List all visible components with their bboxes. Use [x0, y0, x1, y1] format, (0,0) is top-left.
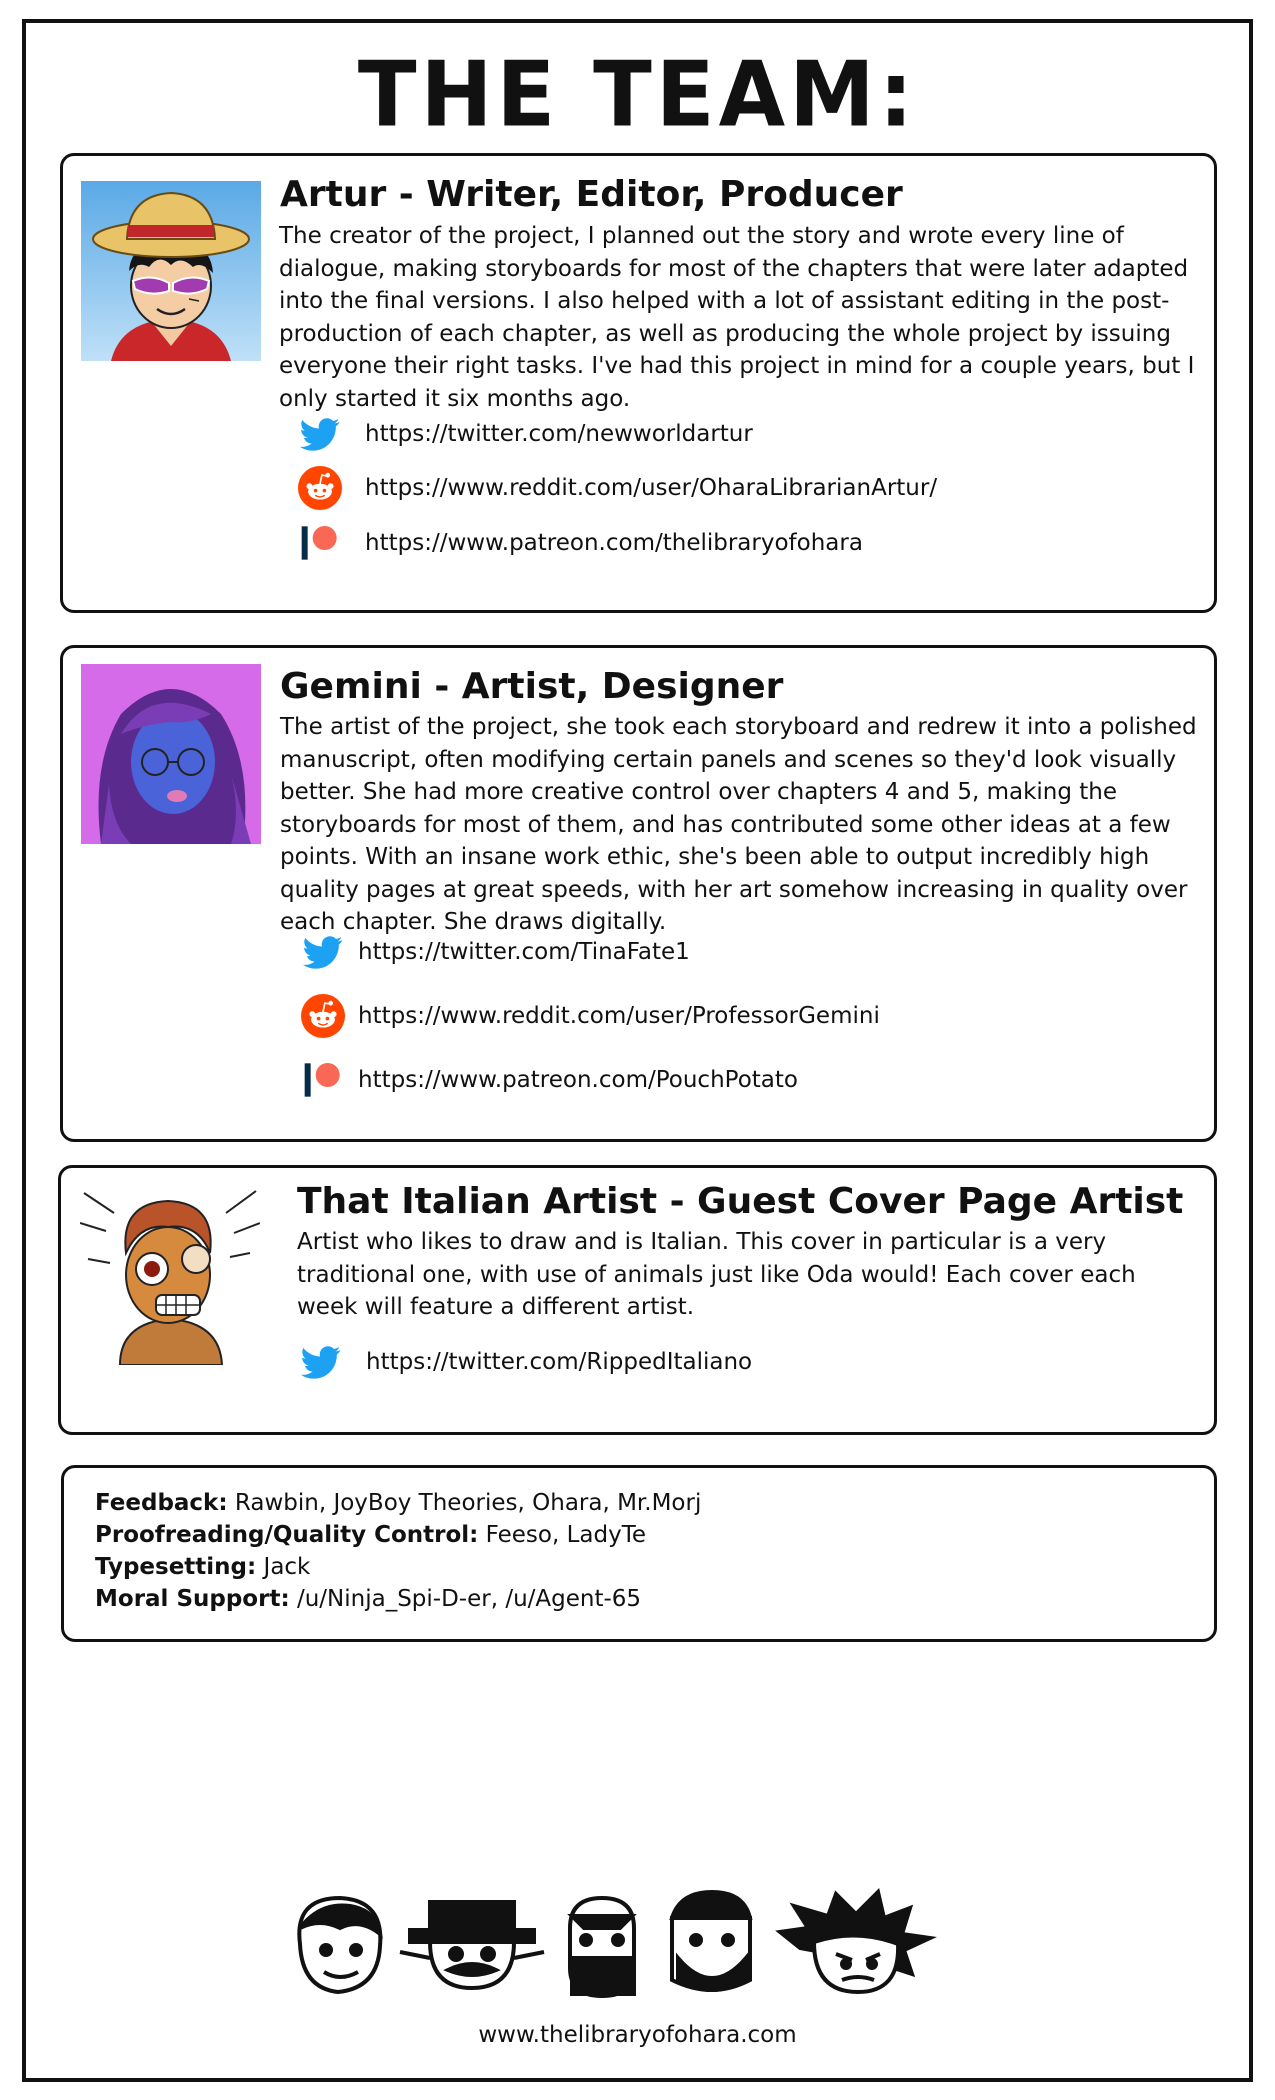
patreon-link-artur[interactable]: https://www.patreon.com/thelibraryofohara — [365, 530, 863, 556]
twitter-link-italian-artist[interactable]: https://twitter.com/RippedItaliano — [366, 1349, 753, 1375]
reddit-icon — [300, 994, 346, 1038]
credit-names: Jack — [263, 1554, 311, 1580]
credit-names: /u/Ninja_Spi-D-er, /u/Agent-65 — [296, 1586, 642, 1612]
link-row-patreon-gemini[interactable] — [300, 1058, 798, 1102]
twitter-icon — [297, 412, 343, 456]
twitter-icon — [298, 1340, 344, 1384]
twitter-icon — [300, 930, 346, 974]
footer-website-url[interactable]: www.thelibraryofohara.com — [478, 2022, 797, 2048]
avatar-artur — [81, 181, 261, 361]
reddit-icon — [297, 466, 343, 510]
credit-role: Moral Support: — [95, 1586, 290, 1612]
credit-names: Feeso, LadyTe — [485, 1522, 647, 1548]
avatar-italian-artist — [80, 1183, 260, 1365]
link-row-twitter-artur[interactable] — [297, 412, 753, 456]
member-description-artur: The creator of the project, I planned out the story and wrote every line of dialogue, making storyboards for most of the chapters that were later adapted into the final versions. I also helped with a lot of assistant editing in the post-production of each chapter, as well as producing the whole project by issuing everyone their right tasks. I've had this project in mind for a couple years, but I only started it six months ago. — [279, 223, 1195, 412]
link-row-reddit-artur[interactable] — [297, 466, 937, 510]
credit-proofreading — [95, 1519, 646, 1551]
credit-names: Rawbin, JoyBoy Theories, Ohara, Mr.Morj — [234, 1490, 702, 1516]
member-description-gemini: The artist of the project, she took each storyboard and redrew it into a polished manuscript, often modifying certain panels and scenes so they'd look visually better. She had more creative control over chapters 4 and 5, making the storyboards for most of them, and has contributed some other ideas at a few points. With an insane work ethic, she's been able to output incredibly high quality pages at great speeds, with her art somehow increasing in quality over each chapter. She draws digitally. — [280, 714, 1197, 935]
reddit-link-artur[interactable]: https://www.reddit.com/user/OharaLibrarianArtur/ — [365, 475, 938, 501]
credit-role: Typesetting: — [95, 1554, 257, 1580]
credit-moral-support — [95, 1583, 641, 1615]
link-row-twitter-gemini[interactable] — [300, 930, 690, 974]
member-name-italian-artist: That Italian Artist - Guest Cover Page Artist — [297, 1181, 1184, 1222]
credit-role: Feedback: — [95, 1490, 228, 1516]
patreon-icon — [300, 1058, 346, 1102]
link-row-reddit-gemini[interactable] — [300, 994, 880, 1038]
credit-typesetting — [95, 1551, 310, 1583]
avatar-gemini — [81, 664, 261, 844]
patreon-icon — [297, 521, 343, 565]
twitter-link-gemini[interactable]: https://twitter.com/TinaFate1 — [358, 939, 690, 965]
patreon-link-gemini[interactable]: https://www.patreon.com/PouchPotato — [358, 1067, 798, 1093]
member-name-gemini: Gemini - Artist, Designer — [280, 666, 784, 707]
member-description-italian-artist: Artist who likes to draw and is Italian. This cover in particular is a very traditional one, with use of animals just like Oda would! Each cover each week will feature a different artist. — [297, 1229, 1136, 1320]
mascot-faces — [280, 1888, 970, 2000]
link-row-twitter-italian[interactable] — [298, 1340, 752, 1384]
reddit-link-gemini[interactable]: https://www.reddit.com/user/ProfessorGemini — [358, 1003, 880, 1029]
page-title: THE TEAM: — [357, 42, 918, 148]
member-name-artur: Artur - Writer, Editor, Producer — [280, 174, 903, 215]
twitter-link-artur[interactable]: https://twitter.com/newworldartur — [365, 421, 753, 447]
credit-feedback — [95, 1487, 701, 1519]
credit-role: Proofreading/Quality Control: — [95, 1522, 479, 1548]
link-row-patreon-artur[interactable] — [297, 521, 863, 565]
